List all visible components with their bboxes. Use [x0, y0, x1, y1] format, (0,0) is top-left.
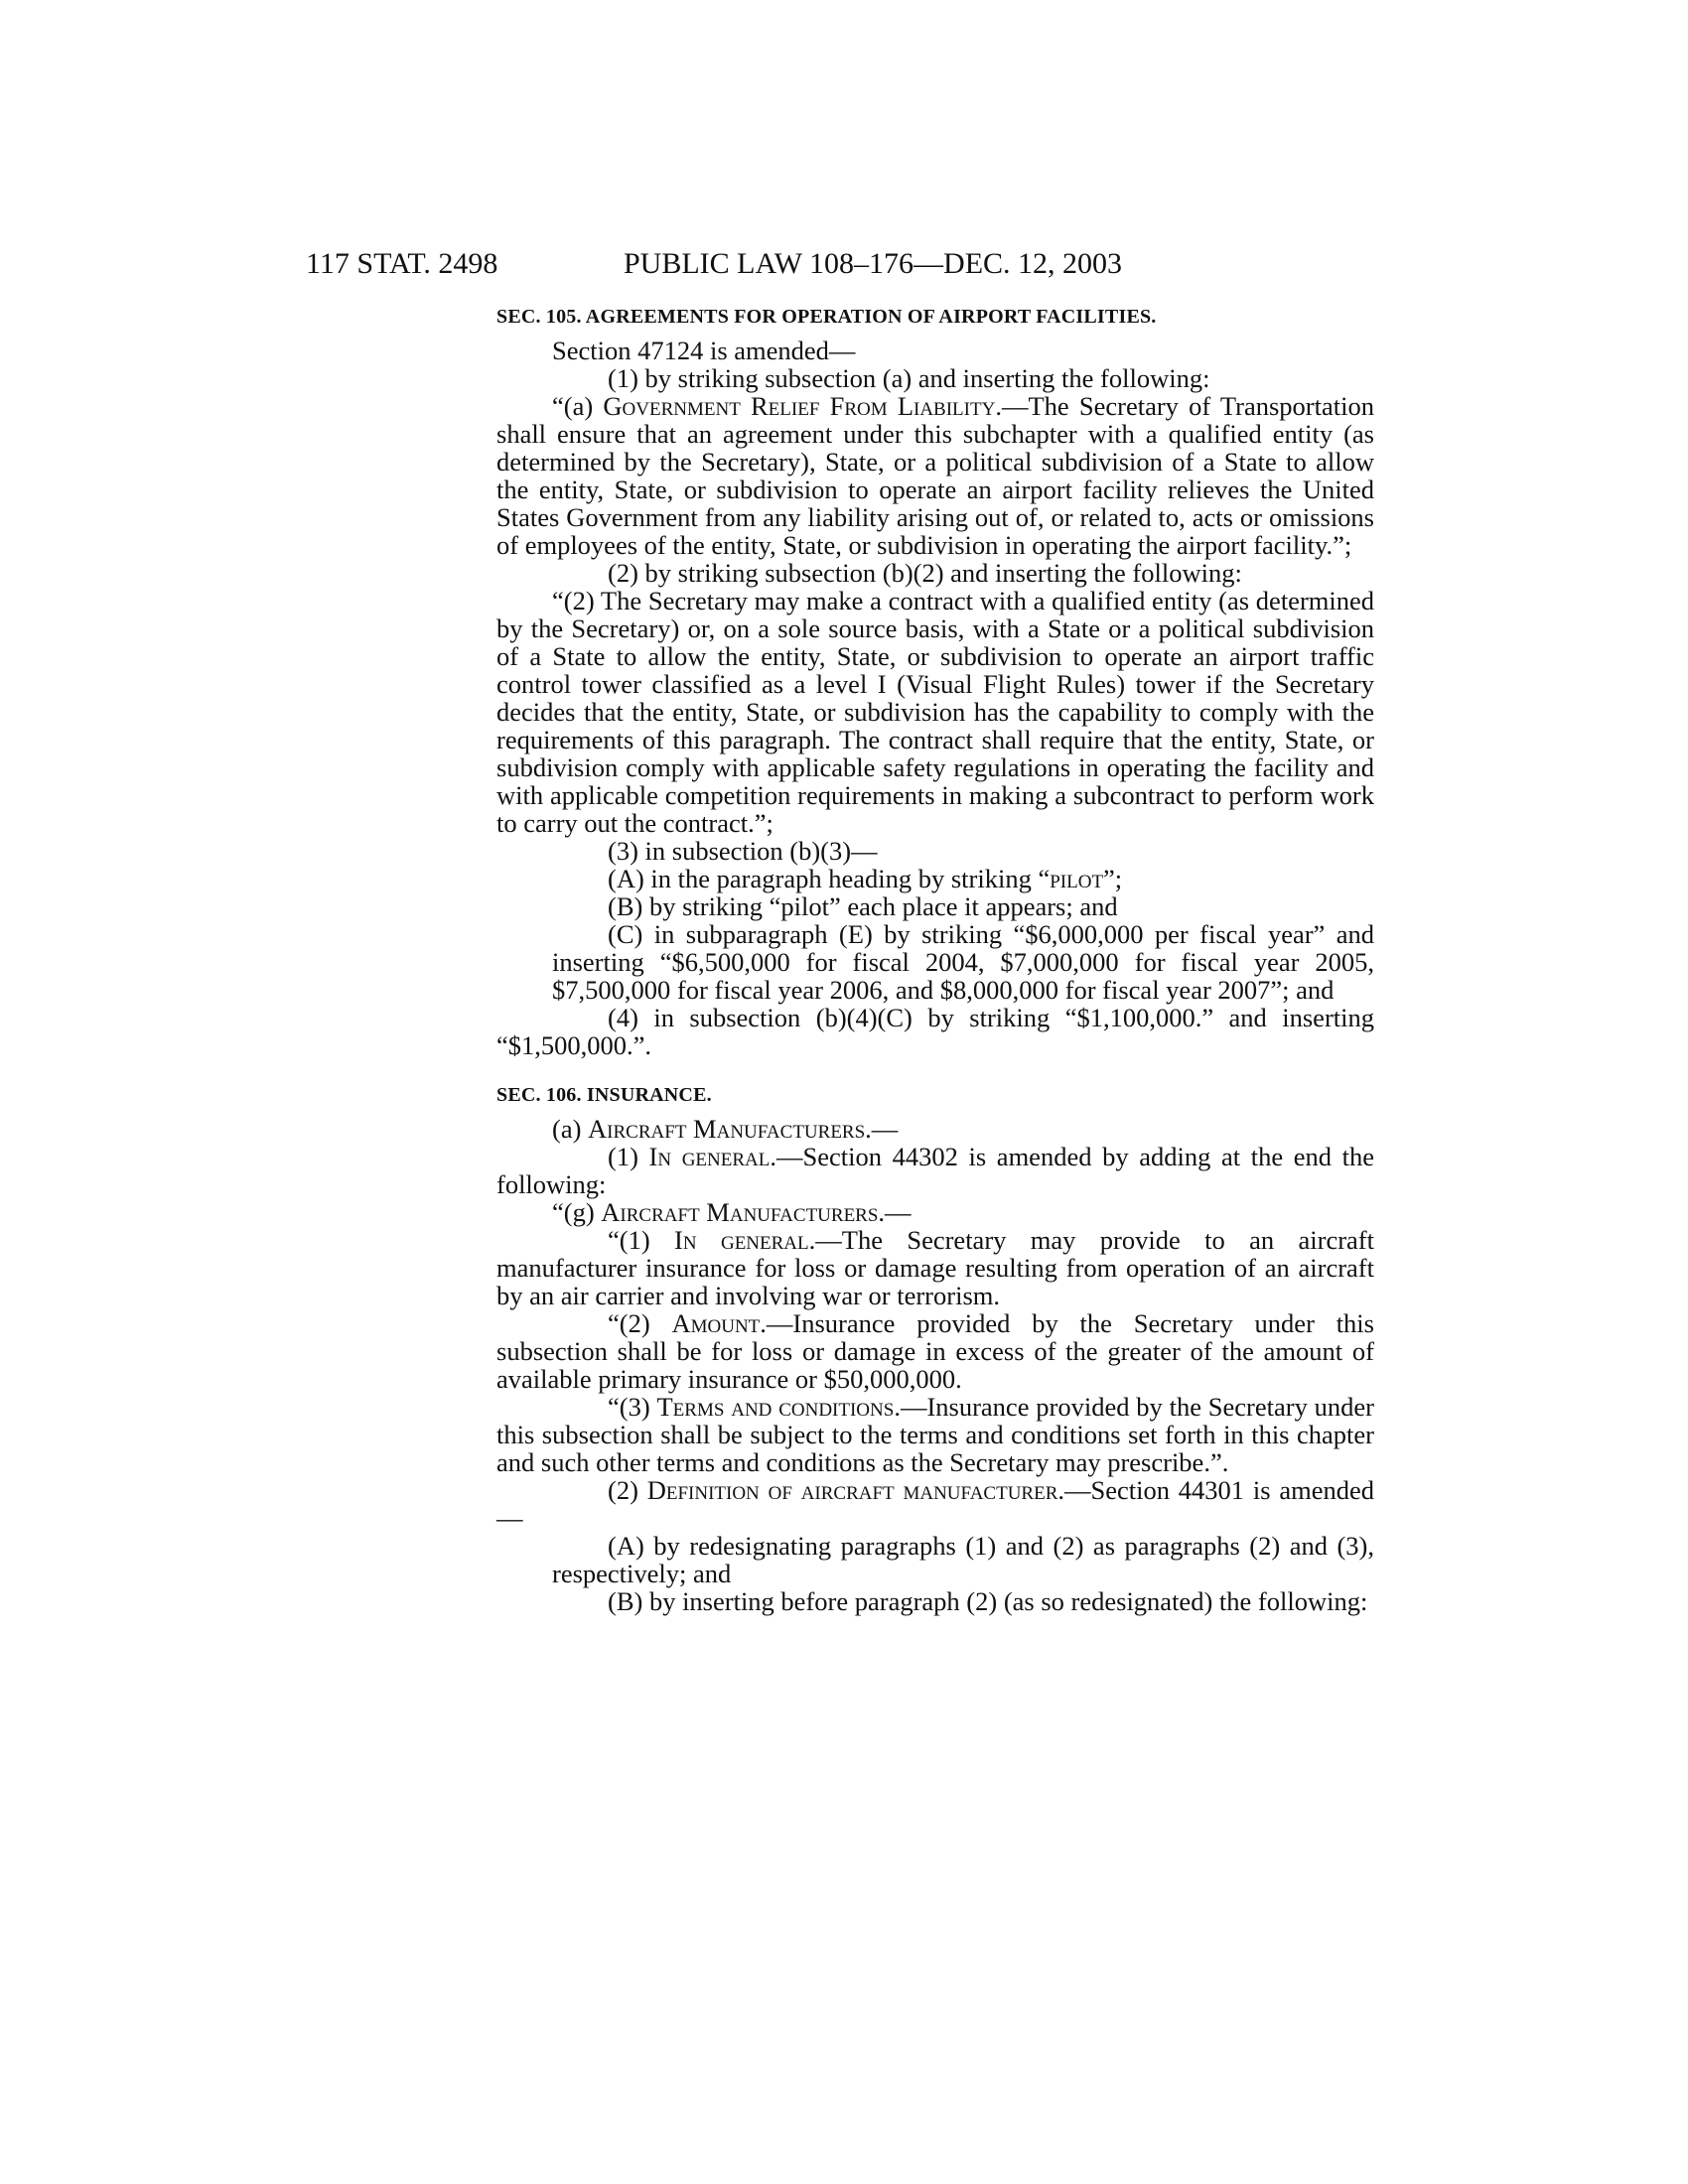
sec106-subsection-a: (a) Aircraft Manufacturers.—	[552, 1114, 899, 1144]
sec106-quoted-g: “(g) Aircraft Manufacturers.—	[552, 1197, 912, 1227]
section-gap	[496, 1059, 1374, 1081]
sec106-quoted-g-1: “(1) In general.—The Secretary may provide to an aircraft manufacturer insurance for loss or damage resulting from operation of an aircraft by an air carrier and involving war or terrorism.	[496, 1225, 1374, 1310]
sec105-item-4: (4) in subsection (b)(4)(C) by striking “$1,100,000.” and inserting “$1,500,000.”.	[496, 1003, 1374, 1060]
sec105-subsection-a: “(a) Government Relief From Liability.—The Secretary of Transportation shall ensure that an agreement under this subchapter with a qualified entity (as determined by the Secretary), State, or a political subdivision of a State to allow the entity, State, or subdivision to operate an airport facility relieves the United States Government from any liability arising out of, or related to, acts or omissions of employees of the entity, State, or subdivision in operating the airport facility.”;	[496, 391, 1374, 560]
sec106-a-2: (2) Definition of aircraft manufacturer.—Section 44301 is amended—	[496, 1475, 1375, 1533]
sec105-item-3C: (C) in subparagraph (E) by striking “$6,000,000 per fiscal year” and inserting “$6,500,000 for fiscal 2004, $7,000,000 for fiscal year 2005, $7,500,000 for fiscal year 2006, and $8,000,000 for fiscal year 2007”; and	[552, 919, 1374, 1005]
sec106-quoted-g-2: “(2) Amount.—Insurance provided by the Secretary under this subsection shall be for loss or damage in excess of the greater of the amount of available primary insurance or $50,000,000.	[496, 1308, 1374, 1394]
document-body	[496, 303, 1374, 1615]
sec105-item-1: (1) by striking subsection (a) and inserting the following:	[608, 363, 1210, 393]
sec105-quoted-paragraph-2: “(2) The Secretary may make a contract with a qualified entity (as determined by the Secretary) or, on a sole source basis, with a State or a political subdivision of a State to allow the entity, State, or subdivision to operate an airport traffic control tower classified as a level I (Visual Flight Rules) tower if the Secretary decides that the entity, State, or subdivision has the capability to comply with the requirements of this paragraph. The contract shall require that the entity, State, or subdivision comply with applicable safety regulations in operating the facility and with applicable competition requirements in making a subcontract to perform work to carry out the contract.”;	[496, 586, 1374, 838]
section-105-heading: SEC. 105. AGREEMENTS FOR OPERATION OF AIRPORT FACILITIES.	[496, 306, 1157, 328]
sec105-item-2: (2) by striking subsection (b)(2) and inserting the following:	[608, 558, 1242, 588]
caption-government-relief: Government Relief From Liability.	[603, 391, 1002, 421]
sec106-a-2-B: (B) by inserting before paragraph (2) (as so redesignated) the following:	[608, 1586, 1368, 1616]
sec105-intro: Section 47124 is amended—	[552, 336, 856, 365]
statute-page-number: 117 STAT. 2498	[306, 247, 498, 280]
running-header	[306, 244, 1382, 284]
sec106-quoted-g-3: “(3) Terms and conditions.—Insurance provided by the Secretary under this subsection shall be subject to the terms and conditions set forth in this chapter and such other terms and conditions as the Secretary may prescribe.”.	[496, 1392, 1374, 1477]
sec105-item-3: (3) in subsection (b)(3)—	[608, 836, 878, 866]
section-106-heading: SEC. 106. INSURANCE.	[496, 1084, 712, 1106]
sec105-item-3B: (B) by striking “pilot” each place it appears; and	[608, 891, 1118, 921]
sec106-a-1: (1) In general.—Section 44302 is amended by adding at the end the following:	[496, 1142, 1374, 1199]
public-law-citation: PUBLIC LAW 108–176—DEC. 12, 2003	[624, 247, 1123, 280]
sec105-item-3A: (A) in the paragraph heading by striking “pilot”;	[608, 864, 1123, 893]
sec106-a-2-A: (A) by redesignating paragraphs (1) and (2) as paragraphs (2) and (3), respectively; and	[552, 1531, 1374, 1588]
